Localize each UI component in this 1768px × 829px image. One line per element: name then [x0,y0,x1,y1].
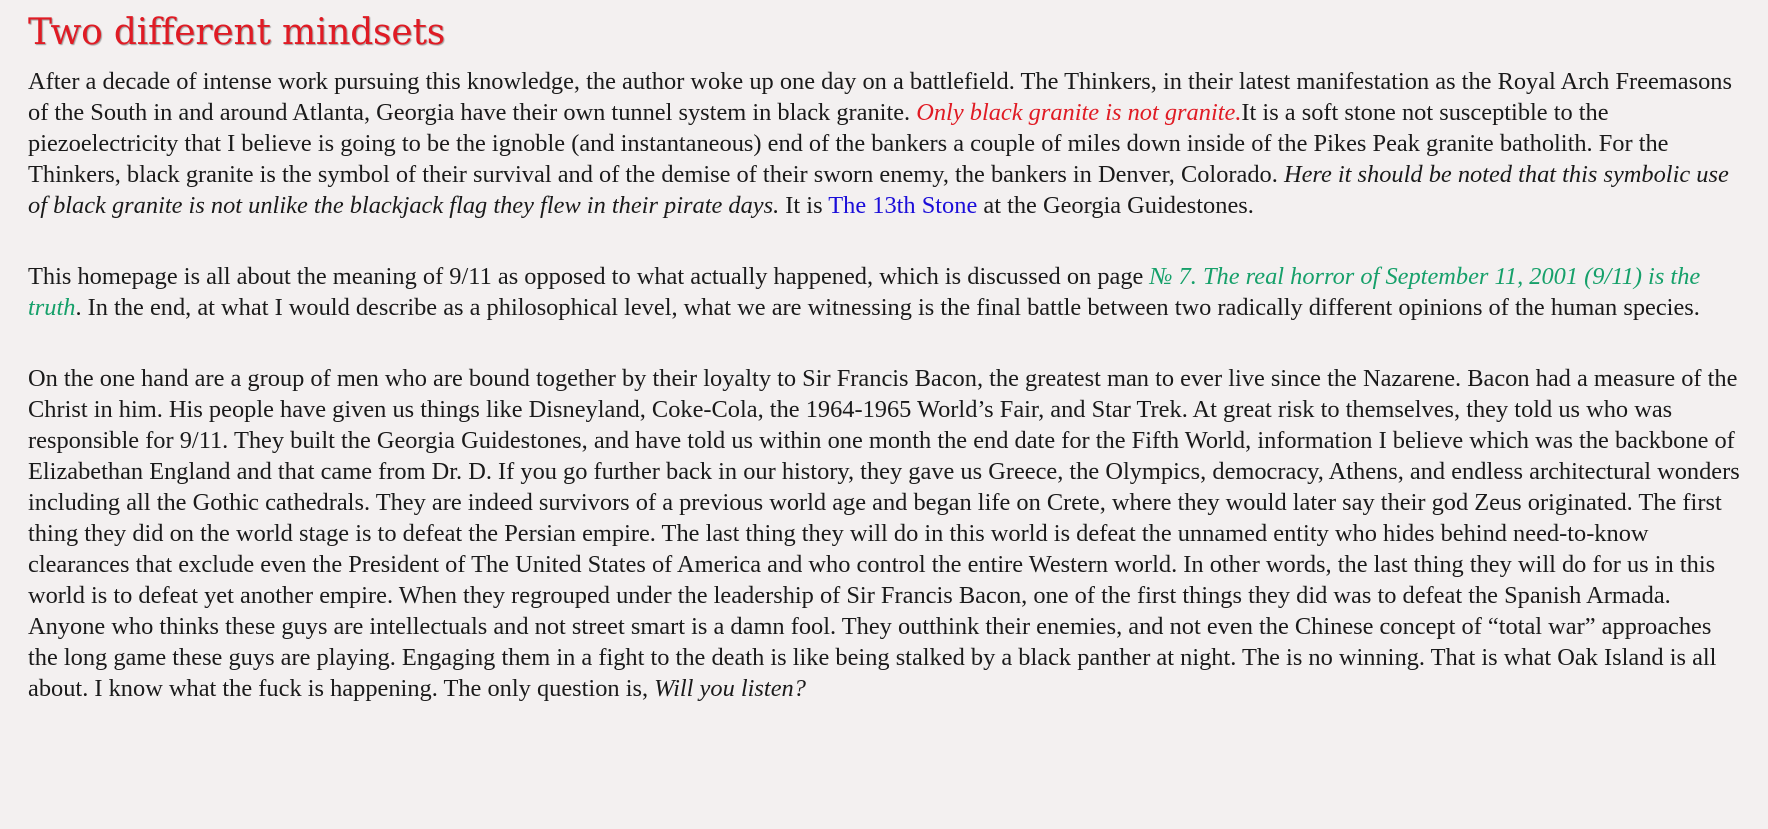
black-granite-emphasis: Only black granite is not granite. [916,99,1242,126]
p1-text-4: at the Georgia Guidestones. [977,192,1254,219]
page-title: Two different mindsets [28,12,445,53]
p3-text-1: On the one hand are a group of men who are bound together by their loyalty to Sir Francis Bacon, the greatest man to ever live since the Nazarene. Bacon had a measure of the Christ in him. His people have given us things like Disneyland, Coke-Cola, the 1964-1965 World’s Fair, and Star Trek. At great risk to themselves, they told us who was responsible for 9/11. They built the Georgia Guidestones, and have told us within one month the end date for the Fifth World, information I believe which was the backbone of Elizabethan England and that came from Dr. D. If you go further back in our history, they gave us Greece, the Olympics, democracy, Athens, and endless architectural wonders including all the Gothic cathedrals. They are indeed survivors of a previous world age and began life on Crete, where they would later say their god Zeus originated. The first thing they did on the world stage is to defeat the Persian empire. The last thing they will do in this world is defeat the unnamed entity who hides behind need-to-know clearances that exclude even the President of The United States of America and who control the entire Western world. In other words, the last thing they will do for us in this world is to defeat yet another empire. When they regrouped under the leadership of Sir Francis Bacon, one of the first things they did was to defeat the Spanish Armada. Anyone who thinks these guys are intellectuals and not street smart is a damn fool. They outthink their enemies, and not even the Chinese concept of “total war” approaches the long game these guys are playing. Engaging them in a fight to the death is like being stalked by a black panther at night. The is no winning. That is what Oak Island is all about. I know what the fuck is happening. The only question is, [28,365,1740,702]
page-7-link[interactable]: № 7. The real horror of September 11, 2001 (9/11) is the truth [28,263,1701,321]
will-you-listen: Will you listen? [654,675,806,702]
p1-text-1: After a decade of intense work pursuing this knowledge, the author woke up one day on a battlefield. The Thinkers, in their latest manifestation as the Royal Arch Freemasons of the South in and around Atlanta, Georgia have their own tunnel system in black granite. [28,68,1732,126]
p1-text-2: It is a soft stone not susceptible to the piezoelectricity that I believe is going to be the ignoble (and instantaneous) end of the bankers a couple of miles down inside of the Pikes Peak granite batholith. For the Thinkers, black granite is the symbol of their survival and of the demise of their sworn enemy, the bankers in Denver, Colorado. [28,99,1669,188]
p2-text-2: . In the end, at what I would describe as a philosophical level, what we are witnessing is the final battle between two radically different opinions of the human species. [75,294,1700,321]
the-13th-stone-link[interactable]: The 13th Stone [828,192,978,219]
paragraph-2 [28,261,1744,323]
blackjack-flag-note: Here it should be noted that this symbolic use of black granite is not unlike the blackjack flag they flew in their pirate days. [28,161,1729,219]
paragraph-1 [28,66,1744,221]
p1-text-3: It is [779,192,829,219]
paragraph-3 [28,363,1744,704]
p2-text-1: This homepage is all about the meaning of 9/11 as opposed to what actually happened, which is discussed on page [28,263,1150,290]
